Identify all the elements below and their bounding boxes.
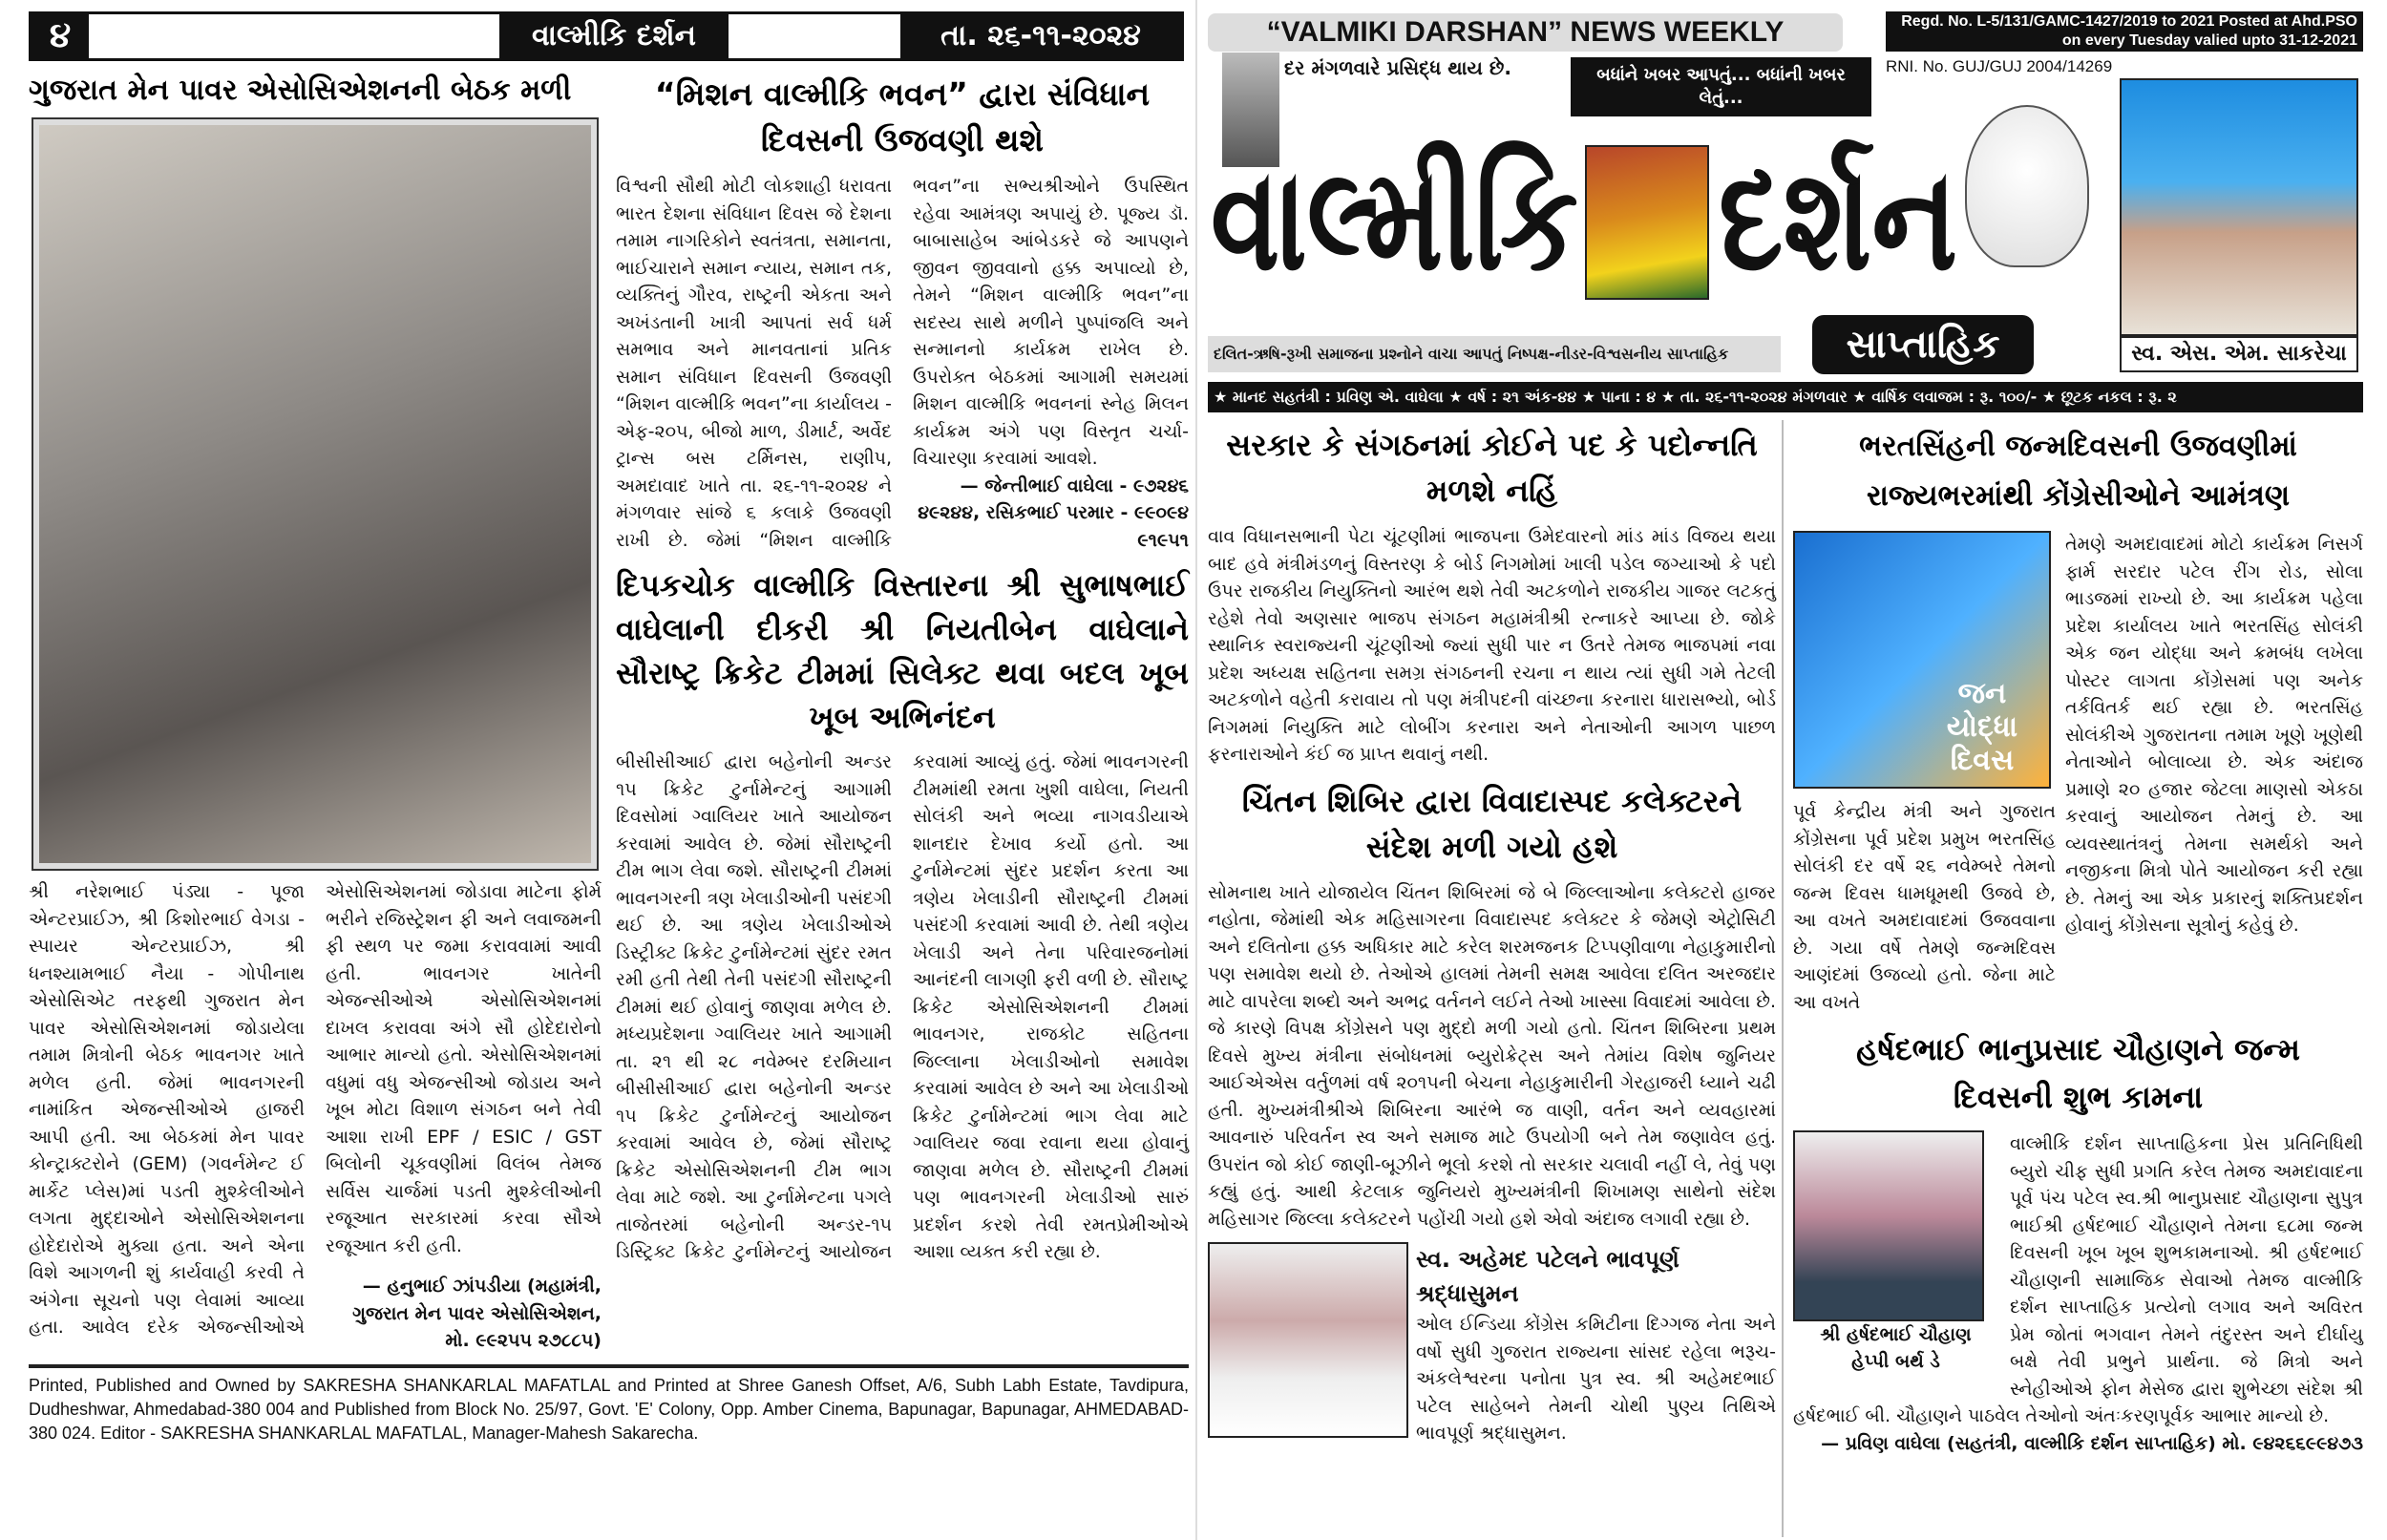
article5-body: સોમનાથ ખાતે યોજાયેલ ચિંતન શિબિરમાં જે બે જિલ્લાઓના કલેક્ટરો હાજર નહોતા, જેમાંથી એક મહિસાગરના વિવાદાસ્પદ કલેક્ટર કે જેમણે એટ્રોસિટી અને દલિતોના હક્ક અધિકાર માટે કરેલ શરમજનક ટિપ્પણીવાળા નેહાકુમારીનો પણ સમાવેશ થયો છે. તેઓએ હાલમાં તેમની સમક્ષ આવેલા દલિત અરજદાર માટે વાપરેલા શબ્દો અને અભદ્ર વર્તનને લઈને તેઓ ખાસ્સા વિવાદમાં આવેલા છે. જે કારણે વિપક્ષ કોંગ્રેસને પણ મુદ્દો મળી ગયો હતો. ચિંતન શિબિરના પ્રથમ દિવસે મુખ્ય મંત્રીના સંબોધનમાં બ્યુરોક્રેટ્સ અને તેમાંય વિશેષ જુનિયર આઈએએસ વર્તુળમાં વર્ષ ૨૦૧૫ની બેચના નેહાકુમારીની ગેરહાજરી ધ્યાને ચઢી હતી. મુખ્યમંત્રીશ્રીએ શિબિરના આરંભે જ વાણી, વર્તન અને વ્યવહારમાં આવનારું પરિવર્તન સ્વ અને સમાજ માટે ઉપયોગી બને તેમ જણાવેલ હતું. ઉપરાંત જો કોઈ જાણી-બૂઝીને ભૂલો કરશે તો સરકાર ચલાવી નહીં લે, તેવું પણ કહ્યું હતું. આથી કેટલાક જુનિયરો મુખ્યમંત્રીની શિખામણ સાથેનો સંદેશ મહિસાગર જિલ્લા કલેક્ટરને પહોંચી ગયો હશે એવો અંદાજ લગાવી રહ્યા છે. (1208, 881, 1776, 1230)
article8-photo-block (1793, 1130, 1998, 1375)
article1 (29, 72, 602, 1355)
weekly-badge (1812, 315, 2034, 374)
harshadbhai-photo (1793, 1130, 1984, 1321)
masthead-title-right: દર્શન (1719, 137, 1958, 303)
header-date: તા. ૨૬-૧૧-૨૦૨૪ (900, 14, 1181, 58)
photo-caption-birthday: હેપ્પી બર્થ ડે (1851, 1351, 1940, 1372)
tagline-box (1208, 336, 1781, 372)
imprint-divider (29, 1364, 1189, 1368)
memorial-caption: સ્વ. એસ. એમ. સાકરેચા (2120, 336, 2358, 372)
ahmed-patel-photo (1208, 1242, 1408, 1438)
info-strip-box (1208, 382, 2363, 412)
article6 (1208, 1242, 1776, 1447)
masthead-title-right-box (1719, 124, 1957, 315)
memorial-photo (2120, 78, 2358, 336)
article7-lead: પૂર્વ કેન્દ્રીય મંત્રી અને ગુજરાત કોંગ્રેસના પૂર્વ પ્રદેશ પ્રમુખ ભરતસિંહ સોલંકી દર વર્ષે ૨૬ નવેમ્બરે તેમનો જન્મ દિવસ ધામધૂમથી ઉજવે છે, આ વખતે અમદાવાદમાં ઉજવવાના છે. ગયા વર્ષે તેમણે જન્મદિવસ આણંદમાં ઉજવ્યો હતો. જેના માટે આ વખતે (1793, 801, 2056, 1013)
masthead-title-left: વાલ્મીકિ (1211, 137, 1578, 303)
article1-signature: — હનુભાઈ ઝાંપડીયા (મહામંત્રી, ગુજરાત મેન પાવર એસોસિએશન, મો. ૯૯૨૫૫ ૨૭૮૮૫) (352, 1276, 602, 1351)
left-page-body (29, 72, 1189, 1445)
article8 (1793, 1130, 2363, 1457)
tagline: દલિત-ઋષિ-રૂખી સમાજના પ્રશ્નોને વાચા આપતું નિષ્પક્ષ-નીડર-વિશ્વસનીય સાપ્તાહિક (1214, 345, 1729, 363)
jan-yoddha-photo (1793, 531, 2051, 789)
article3-body: બીસીસીઆઈ દ્વારા બહેનોની અન્ડર ૧૫ ક્રિકેટ ટુર્નામેન્ટનું આગામી દિવસોમાં ગ્વાલિયર ખાતે આયોજન કરવામાં આવેલ છે. જેમાં સૌરાષ્ટ્રની ટીમ ભાગ લેવા જશે. સૌરાષ્ટ્રની ટીમમાં ભાવનગરની ત્રણ ખેલાડીઓની પસંદગી થઈ છે. આ ત્રણેય ખેલાડીઓએ ડિસ્ટ્રીક્ટ ક્રિકેટ ટુર્નામેન્ટમાં સુંદર રમત રમી હતી તેથી તેની પસંદગી સૌરાષ્ટ્રની ટીમમાં થઈ હોવાનું જાણવા મળેલ છે. મધ્યપ્રદેશના ગ્વાલિયર ખાતે આગામી તા. ૨૧ થી ૨૮ નવેમ્બર દરમિયાન બીસીસીઆઈ દ્વારા બહેનોની અન્ડર ૧૫ ક્રિકેટ ટુર્નામેન્ટનું આયોજન કરવામાં આવેલ છે, જેમાં સૌરાષ્ટ્ર ક્રિકેટ એસોસિએશનની ટીમ ભાગ લેવા માટે જશે. આ ટુર્નામેન્ટના પગલે તાજેતરમાં બહેનોની અન્ડર-૧૫ ડિસ્ટ્રિક્ટ ક્રિકેટ ટુર્નામેન્ટનું આયોજન કરવામાં આવ્યું હતું. જેમાં ભાવનગરની ટીમમાંથી રમતા ખુશી વાઘેલા, નિયતી સોલંકી અને ભવ્યા નાગવડીયાએ શાનદાર દેખાવ કર્યો હતો. આ ટુર્નામેન્ટમાં સુંદર પ્રદર્શન કરતા આ ત્રણેય ખેલાડીની સૌરાષ્ટ્રની ટીમમાં પસંદગી કરવામાં આવી છે. તેથી ત્રણેય ખેલાડી અને તેના પરિવારજનોમાં આનંદની લાગણી ફરી વળી છે. સૌરાષ્ટ્ર ક્રિકેટ એસોસિએશનની ટીમમાં ભાવનગર, રાજકોટ સહિતના જિલ્લાના ખેલાડીઓનો સમાવેશ કરવામાં આવેલ છે અને આ ખેલાડીઓ ક્રિકેટ ટુર્નામેન્ટમાં ભાગ લેવા માટે ગ્વાલિયર જવા રવાના થયા હોવાનું જાણવા મળેલ છે. સૌરાષ્ટ્રની ટીમમાં પણ ભાવનગરની ખેલાડીઓ સારું પ્રદર્શન કરશે તેવી રમતપ્રેમીઓએ આશા વ્યક્ત કરી રહ્યા છે. (616, 751, 1189, 1262)
english-title: “VALMIKI DARSHAN” NEWS WEEKLY (1208, 13, 1843, 52)
jan-yoddha-text: જન યોદ્ધા દિવસ (1946, 677, 2018, 777)
page-number: ૪ (32, 14, 89, 58)
imprint: Printed, Published and Owned by SAKRESHA SHANKARLAL MAFATLAL and Printed at Shree Ganesh Offset, A/6, Subh Labh Estate, Tavdipura, Dudheshwar, Ahmedabad-380 004 and Published from Block No. 25/97, Govt. 'E' Colony, Opp. Amber Cinema, Bapunagar, Bapunagar, AHMEDABAD-380 024. Editor - SAKRESHA SHANKARLAL MAFATLAL, Manager-Mahesh Sakarecha. (29, 1375, 1189, 1443)
right-page-left-column (1208, 422, 1776, 1447)
article5-headline: ચિંતન શિબિર દ્વારા વિવાદાસ્પદ કલેક્ટરને સંદેશ મળી ગયો હશે (1241, 782, 1743, 865)
slogan-box: બધાંને ખબર આપતું... બધાંની ખબર લેતું... (1571, 57, 1871, 116)
article6-headline: સ્વ. અહેમદ પટેલને ભાવપૂર્ણ શ્રદ્ધાસુમન (1416, 1246, 1679, 1307)
meeting-photo (33, 119, 597, 869)
article1-body: શ્રી નરેશભાઈ પંડ્યા - પૂજા એન્ટરપ્રાઈઝ, શ્રી કિશોરભાઈ વેગડા - સ્પાયર એન્ટરપ્રાઈઝ, શ્રી ધનશ્યામભાઈ નૈયા - ગોપીનાથ એસોસિએટ તરફથી ગુજરાત મેન પાવર એસોસિએશનમાં જોડાયેલા તમામ મિત્રોની બેઠક ભાવનગર ખાતે મળેલ હતી. જેમાં ભાવનગરની નામાંકિત એજન્સીઓએ હાજરી આપી હતી. આ બેઠકમાં મેન પાવર કોન્ટ્રાક્ટરોને (GEM) (ગવર્નમેન્ટ ઈ માર્કેટ પ્લેસ)માં પડતી મુશ્કેલીઓને લગતા મુદ્દાઓને એસોસિએશનના હોદેદારોએ મુક્યા હતા. અને એના વિશે આગળની શું કાર્યવાહી કરવી તે અંગેના સૂચનો પણ લેવામાં આવ્યા હતા. આવેલ દરેક એજન્સીઓએ એસોસિએશનમાં જોડાવા માટેના ફોર્મ ભરીને રજિસ્ટ્રેશન ફી અને લવાજમની ફી સ્થળ પર જમા કરાવવામાં આવી હતી. ભાવનગર ખાતેની એજન્સીઓએ એસોસિએશનમાં દાખલ કરાવવા અંગે સૌ હોદેદારોનો આભાર માન્યો હતો. એસોસિએશનમાં વધુમાં વધુ એજન્સીઓ જોડાય અને ખૂબ મોટા વિશાળ સંગઠન બને તેવી આશા રાખી EPF / ESIC / GST બિલોની ચૂકવણીમાં વિલંબ તેમજ સર્વિસ ચાર્જમાં પડતી મુશ્કેલીઓની રજૂઆત સરકારમાં કરવા સૌએ રજૂઆત કરી હતી. — હનુભાઈ ઝાંપડીયા (મહામંત્રી, ગુજરાત મેન પાવર એસોસિએશન, મો. ૯૯૨૫૫ ૨૭૮૮૫) (29, 878, 602, 1355)
info-strip: ★ માનદ સહતંત્રી : પ્રવિણ એ. વાઘેલા ★ વર્ષ : ૨૧ અંક-૪૪ ★ પાના : ૪ ★ તા. ૨૬-૧૧-૨૦૨૪ મંગળવાર ★ વાર્ષિક લવાજમ : રૂ. ૧૦૦/- ★ છૂટક નકલ : રૂ. ૨ (1214, 388, 2177, 406)
article4-body: વાવ વિધાનસભાની પેટા ચૂંટણીમાં ભાજપના ઉમેદવારનો માંડ માંડ વિજય થયા બાદ હવે મંત્રીમંડળનું વિસ્તરણ કે બોર્ડ નિગમોમાં ખાલી પડેલ જગ્યાઓ કે પદો ઉપર રાજકીય નિયુક્તિનો આરંભ થશે તેવી અટકળોને રાજકીય ગાજર લટકતું રહેશે તેવો અણસાર ભાજપ સંગઠન મહામંત્રીશ્રી રત્નાકરે આપ્યા છે. જોકે સ્થાનિક સ્વરાજ્યની ચૂંટણીઓ જ્યાં સુધી પાર ન ઉતરે તેમજ ભાજપમાં નવા પ્રદેશ અધ્યક્ષ સહિતના સમગ્ર સંગઠનની રચના ન થાય ત્યાં સુધી ગમે તેટલી અટકળોને વહેતી કરાવાય તો પણ મંત્રીપદની વાંચ્છના કરનારા ધારાસભ્યો, બોર્ડ નિગમમાં નિયુક્તિ માટે લોબીંગ કરનારા અને નેતાઓની આગળ પાછળ ફરનારાઓને કંઈ જ પ્રાપ્ત થવાનું નથી. (1208, 526, 1776, 765)
article8-signature: — પ્રવિણ વાઘેલા (સહતંત્રી, વાલ્મીકિ દર્શન સાપ્તાહિક) મો. ૯૪૨૬૬૯૯૪૭૩ (1821, 1432, 2363, 1454)
article7-headline: ભરતસિંહની જન્મદિવસની ઉજવણીમાં રાજ્યભરમાંથી કોંગ્રેસીઓને આમંત્રણ (1859, 430, 2297, 513)
masthead-title-left-box (1211, 124, 1578, 315)
article3-headline: દિપકચોક વાલ્મીકિ વિસ્તારના શ્રી સુભાષભાઈ વાઘેલાની દીકરી શ્રી નિયતીબેન વાઘેલાને સૌરાષ્ટ્ર ક્રિકેટ ટીમમાં સિલેક્ટ થવા બદલ ખૂબ ખૂબ અભિનંદન (616, 567, 1189, 735)
weekly-label: સાપ્તાહિક (1846, 323, 2000, 367)
article6-body: ઓલ ઈન્ડિયા કોંગ્રેસ કમિટીના દિગ્ગજ નેતા અને વર્ષો સુધી ગુજરાત રાજ્યના સાંસદ રહેલા ભરૂચ-અંકલેશ્વરના પનોતા પુત્ર સ્વ. શ્રી અહેમદભાઈ પટેલ સાહેબને તેમની ચોથી પુણ્ય તિથિએ ભાવપૂર્ણ શ્રદ્ધાસુમન. (1416, 1314, 1776, 1444)
page-fold (1195, 0, 1197, 1540)
right-page-right-column (1793, 422, 2363, 1457)
published-every: દર મંગળવારે પ્રસિદ્ધ થાય છે. (1284, 56, 1511, 79)
article8-headline: હર્ષદભાઈ ભાનુપ્રસાદ ચૌહાણને જન્મ દિવસની શુભ કામના (1856, 1031, 2300, 1115)
registration-box: Regd. No. L-5/131/GAMC-1427/2019 to 2021 Posted at Ahd.PSO on every Tuesday valied upto 31-12-2021 (1886, 11, 2363, 52)
article1-headline: ગુજરાત મેન પાવર એસોસિએશનની બેઠક મળી (29, 74, 572, 107)
article2-signature: — જેન્તીભાઈ વાઘેલા - ૯૭૨૪૬ ૪૯૨૪૪, રસિકભાઈ પરમાર - ૯૯૦૯૪ ૯૧૯૫૧ (918, 475, 1189, 551)
article2-headline: “મિશન વાલ્મીકિ ભવન” દ્વારા સંવિધાન દિવસની ઉજવણી થશે (654, 75, 1151, 158)
rni-number: RNI. No. GUJ/GUJ 2004/14269 (1886, 57, 2113, 75)
article2-body: વિશ્વની સૌથી મોટી લોકશાહી ધરાવતા ભારત દેશના સંવિધાન દિવસ જે દેશના તમામ નાગરિકોને સ્વતંત્રતા, સમાનતા, ભાઈચારાને સમાન ન્યાય, સમાન તક, વ્યક્તિનું ગૌરવ, રાષ્ટ્રની એકતા અને અખંડતાની ખાત્રી આપતાં સર્વ ધર્મ સમભાવ અને માનવતાનાં પ્રતિક સમાન સંવિધાન દિવસની ઉજવણી “મિશન વાલ્મીકિ ભવન”ના કાર્યાલય - એફ-૨૦૫, બીજો માળ, ડીમાર્ટ, અર્વેદ ટ્રાન્સ બસ ટર્મિનસ, રાણીપ, અમદાવાદ ખાતે તા. ૨૬-૧૧-૨૦૨૪ ને મંગળવાર સાંજે ૬ કલાકે ઉજવણી રાખી છે. જેમાં “મિશન વાલ્મીકિ ભવન”ના સભ્યશ્રીઓને ઉપસ્થિત રહેવા આમંત્રણ અપાયું છે. પૂજ્ય ડૉ. બાબાસાહેબ આંબેડકરે જે આપણને જીવન જીવવાનો હક્ક અપાવ્યો છે, તેમને “મિશન વાલ્મીકિ ભવન”ના સદસ્ય સાથે મળીને પુષ્પાંજલિ અને સન્માનનો કાર્યક્રમ રાખેલ છે. ઉપરોક્ત બેઠકમાં આગામી સમયમાં મિશન વાલ્મીકિ ભવનનાં સ્નેહ મિલન કાર્યક્રમ અંગે પણ વિસ્તૃત ચર્ચા-વિચારણા કરવામાં આવશે. — જેન્તીભાઈ વાઘેલા - ૯૭૨૪૬ ૪૯૨૪૪, રસિકભાઈ પરમાર - ૯૯૦૯૪ ૯૧૯૫૧ (616, 173, 1189, 554)
valmiki-image (1585, 145, 1709, 300)
photo-caption: શ્રી હર્ષદભાઈ ચૌહાણ (1820, 1324, 1972, 1345)
article7-body: તેમણે અમદાવાદમાં મોટો કાર્યક્રમ નિસર્ગ ફાર્મ સરદાર પટેલ રીંગ રોડ, સોલા ભાડજમાં રાખ્યો છે. આ કાર્યક્રમ પહેલા પ્રદેશ કાર્યાલય ખાતે ભરતસિંહ સોલંકી એક જન યોદ્ધા અને ક્રમબંધ લખેલા પોસ્ટર લાગતા કોંગ્રેસમાં પણ અનેક તર્કવિતર્ક થઈ રહ્યા છે. ભરતસિંહ સોલંકીએ ગુજરાતના તમામ ખૂણે ખૂણેથી નેતાઓને બોલાવ્યા છે. એક અંદાજ પ્રમાણે ૨૦ હજાર જેટલા માણસો એકઠા કરવાનું આયોજન તેમનું છે. આ વ્યવસ્થાતંત્રનું તેમના સમર્થકો અને નજીકના મિત્રો પોતે આયોજન કરી રહ્યા છે. તેમનું આ એક પ્રકારનું શક્તિપ્રદર્શન હોવાનું કોંગ્રેસના સૂત્રોનું કહેવું છે. (2065, 534, 2363, 936)
header-paper-name: વાલ્મીકિ દર્શન (499, 14, 729, 58)
article7 (1793, 531, 2363, 1016)
article4-headline: સરકાર કે સંગઠનમાં કોઈને પદ કે પદોન્નતિ મળશે નહિં (1226, 427, 1758, 509)
left-page-header (29, 11, 1184, 61)
article8-body: વાલ્મીકિ દર્શન સાપ્તાહિકના પ્રેસ પ્રતિનિધિથી બ્યુરો ચીફ સુધી પ્રગતિ કરેલ તેમજ અમદાવાદના પૂર્વ પંચ પટેલ સ્વ.શ્રી ભાનુપ્રસાદ ચૌહાણના સુપુત્ર ભાઈશ્રી હર્ષદભાઈ ચૌહાણને તેમના ૬૮મા જન્મ દિવસની ખૂબ ખૂબ શુભકામનાઓ. શ્રી હર્ષદભાઈ ચૌહાણની સામાજિક સેવાઓ તેમજ વાલ્મીકિ દર્શન સાપ્તાહિક પ્રત્યેનો લગાવ અને અવિરત પ્રેમ જોતાં ભગવાન તેમને તંદુરસ્ત અને દીર્ઘાયુ બક્ષે તેવી પ્રભુને પ્રાર્થના. જે મિત્રો અને સ્નેહીઓએ ફોન મેસેજ દ્વારા શુભેચ્છા સંદેશ શ્રી હર્ષદભાઈ બી. ચૌહાણને પાઠવેલ તેઓનો અંતઃકરણપૂર્વક આભાર માન્યો છે. (1793, 1133, 2363, 1426)
center-column (616, 72, 1189, 1266)
column-divider (1782, 420, 1784, 1537)
gandhi-sketch (1965, 105, 2089, 267)
